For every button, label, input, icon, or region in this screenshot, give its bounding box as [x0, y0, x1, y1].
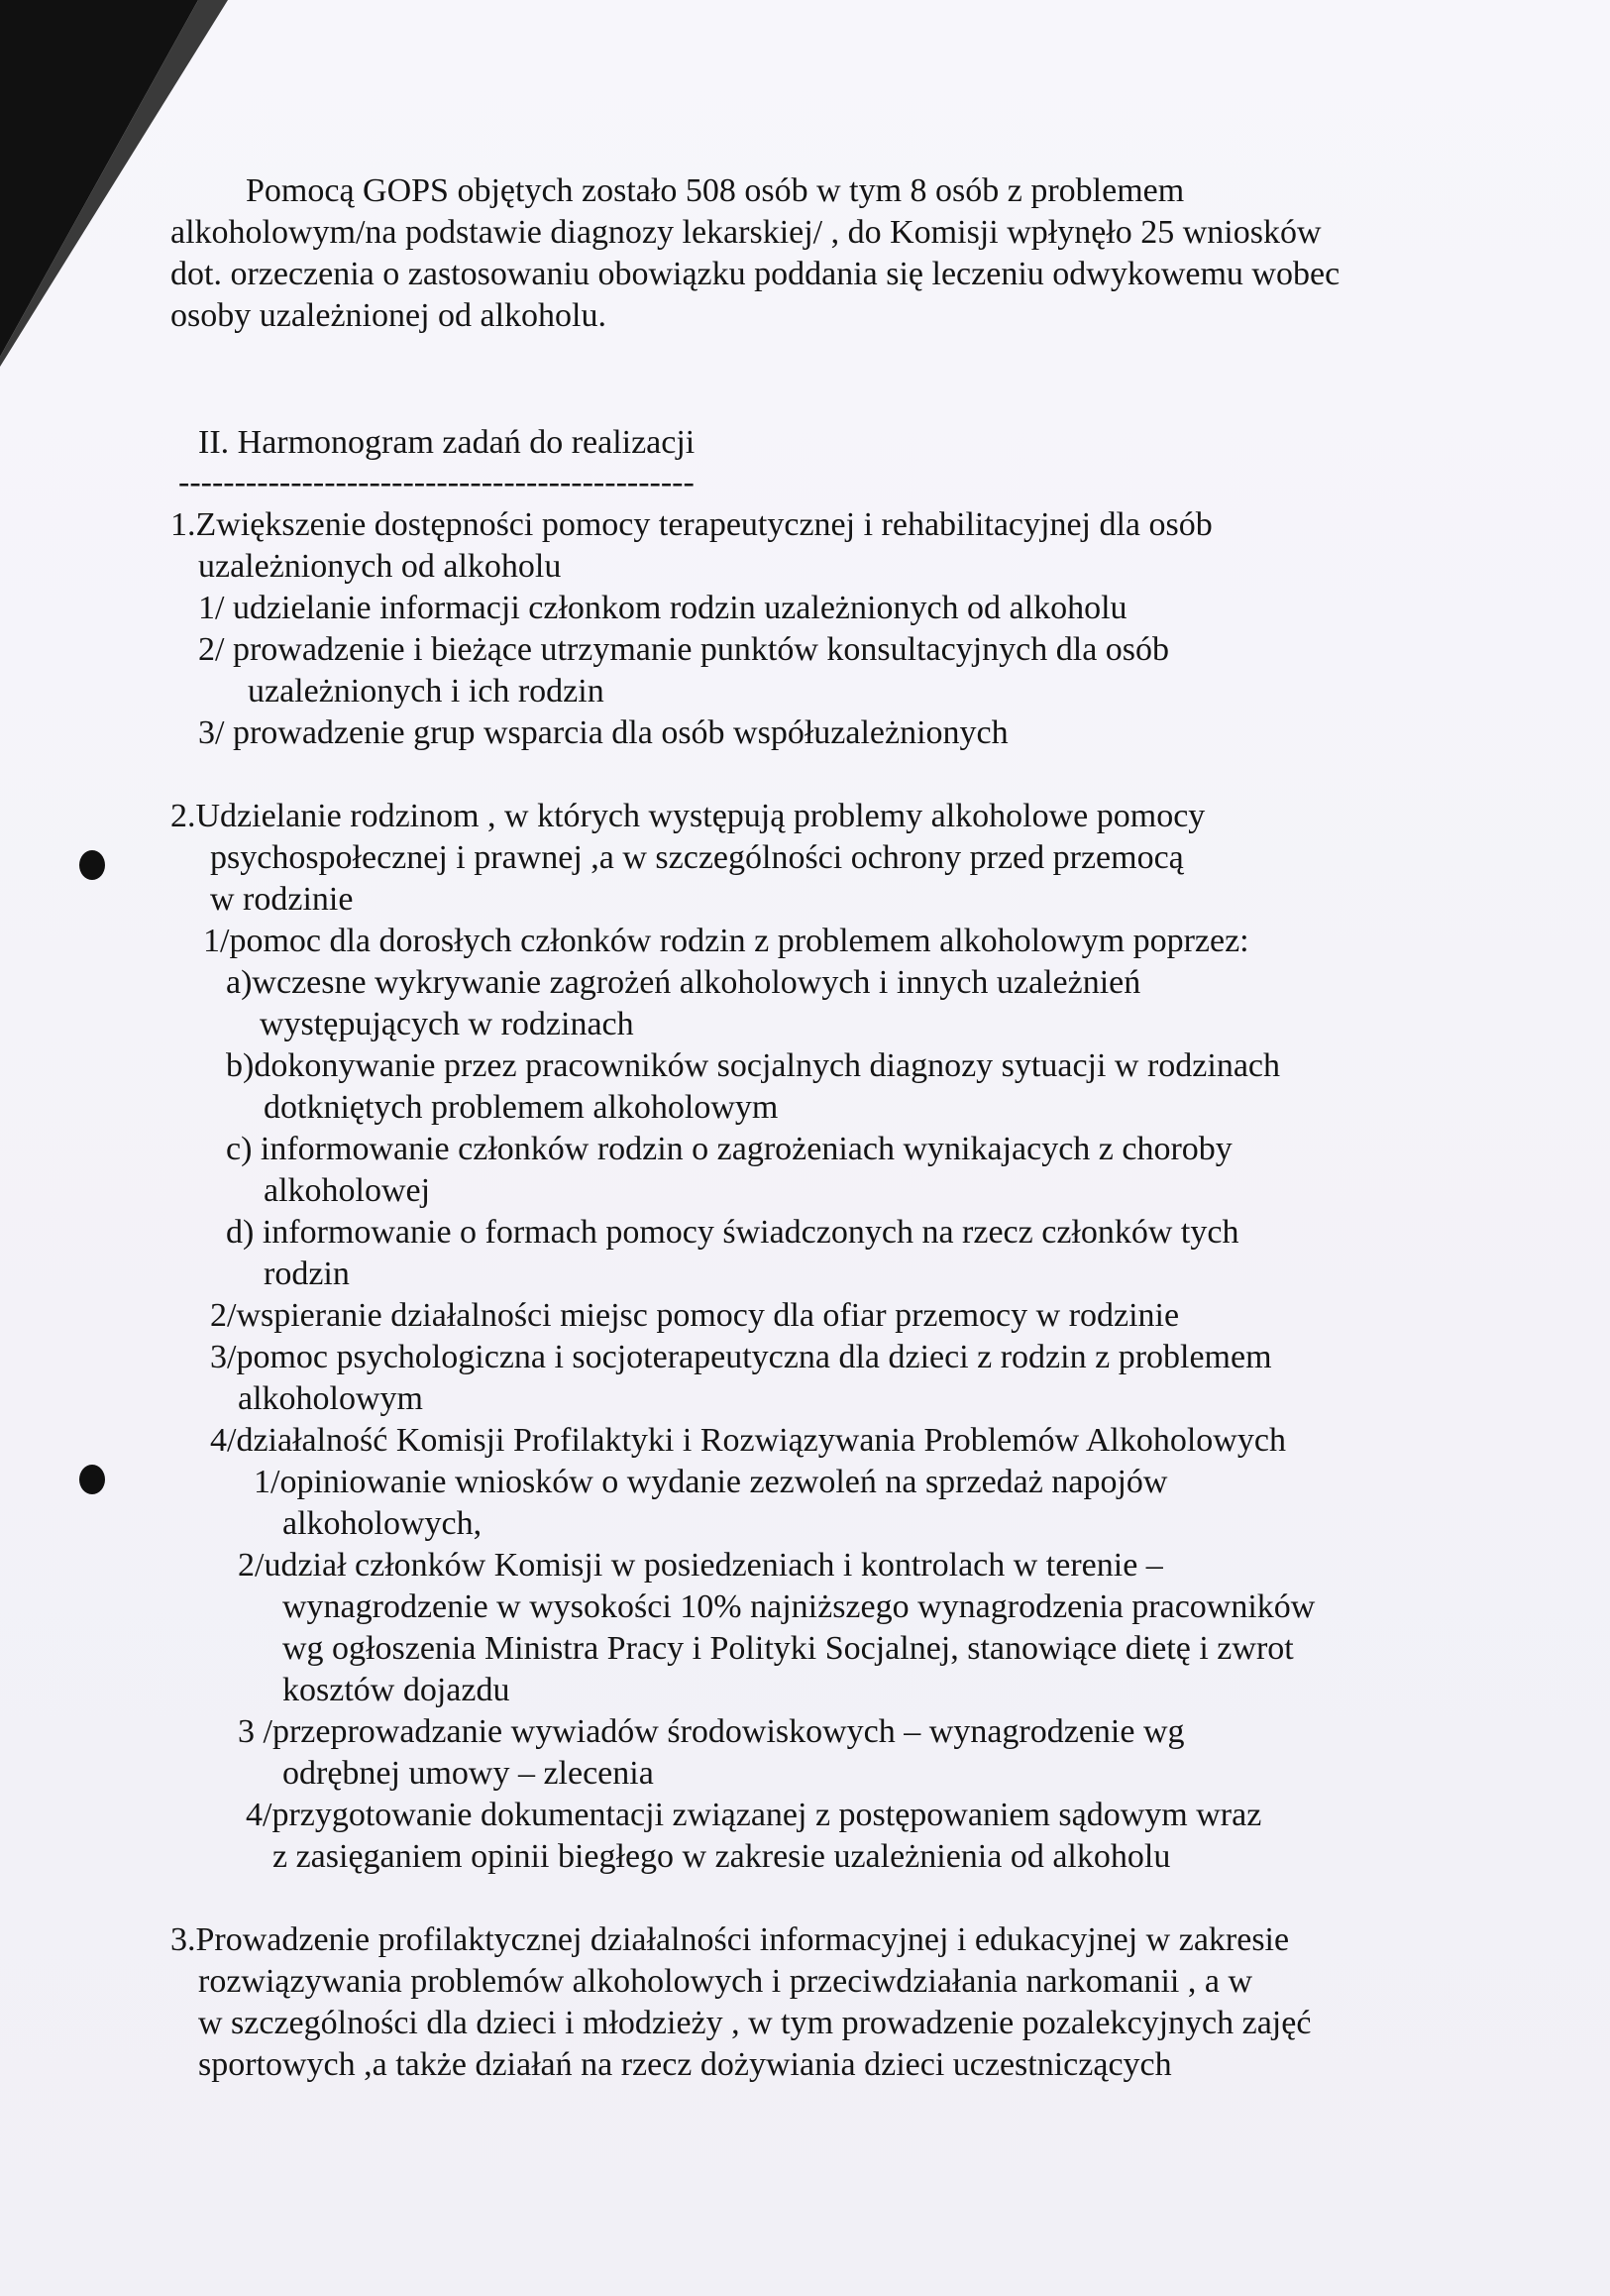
text-line: odrębnej umowy – zlecenia: [282, 1755, 654, 1792]
text-line: d) informowanie o formach pomocy świadczonych na rzecz członków tych: [226, 1214, 1239, 1251]
text-line: 4/działalność Komisji Profilaktyki i Rozwiązywania Problemów Alkoholowych: [210, 1422, 1286, 1459]
text-line: b)dokonywanie przez pracowników socjalnych diagnozy sytuacji w rodzinach: [226, 1047, 1281, 1084]
text-line: 3/pomoc psychologiczna i socjoterapeutyczna dla dzieci z rodzin z problemem: [210, 1339, 1272, 1375]
text-line: z zasięganiem opinii biegłego w zakresie uzależnienia od alkoholu: [272, 1838, 1171, 1875]
text-line: 2/wspieranie działalności miejsc pomocy dla ofiar przemocy w rodzinie: [210, 1297, 1180, 1334]
text-line: uzależnionych od alkoholu: [198, 548, 562, 585]
text-line: c) informowanie członków rodzin o zagrożeniach wynikajacych z choroby: [226, 1131, 1233, 1167]
text-line: a)wczesne wykrywanie zagrożeń alkoholowych i innych uzależnień: [226, 964, 1141, 1001]
text-line: 2/ prowadzenie i bieżące utrzymanie punktów konsultacyjnych dla osób: [198, 631, 1170, 668]
text-line: występujących w rodzinach: [260, 1006, 634, 1042]
text-line: 1.Zwiększenie dostępności pomocy terapeutycznej i rehabilitacyjnej dla osób: [170, 506, 1213, 543]
text-line: Pomocą GOPS objętych zostało 508 osób w tym 8 osób z problemem: [246, 172, 1185, 209]
text-line: rodzin: [264, 1256, 350, 1292]
text-line: wynagrodzenie w wysokości 10% najniższego wynagrodzenia pracowników: [282, 1588, 1316, 1625]
text-line: w szczególności dla dzieci i młodzieży , w tym prowadzenie pozalekcyjnych zajęć: [198, 2005, 1312, 2041]
text-line: w rodzinie: [210, 881, 354, 918]
text-line: 1/opiniowanie wniosków o wydanie zezwoleń na sprzedaż napojów: [254, 1464, 1168, 1500]
punch-hole: [79, 850, 105, 880]
text-line: alkoholowych,: [282, 1505, 483, 1542]
text-line: 2.Udzielanie rodzinom , w których występują problemy alkoholowe pomocy: [170, 798, 1206, 834]
folded-corner: [0, 0, 238, 396]
text-line: wg ogłoszenia Ministra Pracy i Polityki Socjalnej, stanowiące dietę i zwrot: [282, 1630, 1294, 1667]
text-line: alkoholowym/na podstawie diagnozy lekarskiej/ , do Komisji wpłynęło 25 wniosków: [170, 214, 1322, 251]
text-line: kosztów dojazdu: [282, 1672, 510, 1708]
text-line: 4/przygotowanie dokumentacji związanej z postępowaniem sądowym wraz: [246, 1797, 1262, 1833]
text-line: dot. orzeczenia o zastosowaniu obowiązku poddania się leczeniu odwykowemu wobec: [170, 256, 1341, 292]
text-line: 1/ udzielanie informacji członkom rodzin uzależnionych od alkoholu: [198, 590, 1127, 626]
text-line: 2/udział członków Komisji w posiedzeniach i kontrolach w terenie –: [238, 1547, 1163, 1584]
text-line: 3.Prowadzenie profilaktycznej działalności informacyjnej i edukacyjnej w zakresie: [170, 1921, 1290, 1958]
text-line: 3/ prowadzenie grup wsparcia dla osób współuzależnionych: [198, 714, 1009, 751]
text-line: alkoholowym: [238, 1380, 423, 1417]
text-line: sportowych ,a także działań na rzecz dożywiania dzieci uczestniczących: [198, 2046, 1172, 2083]
text-line: uzależnionych i ich rodzin: [248, 673, 604, 710]
text-line: dotkniętych problemem alkoholowym: [264, 1089, 779, 1126]
text-line: II. Harmonogram zadań do realizacji: [198, 424, 696, 461]
text-line: osoby uzależnionej od alkoholu.: [170, 297, 607, 334]
text-line: alkoholowej: [264, 1172, 431, 1209]
text-line: 3 /przeprowadzanie wywiadów środowiskowych – wynagrodzenie wg: [238, 1713, 1185, 1750]
punch-hole: [79, 1465, 105, 1494]
text-line: 1/pomoc dla dorosłych członków rodzin z problemem alkoholowym poprzez:: [203, 923, 1249, 959]
text-line: ----------------------------------------------: [178, 464, 695, 500]
text-line: rozwiązywania problemów alkoholowych i przeciwdziałania narkomanii , a w: [198, 1963, 1252, 2000]
text-line: psychospołecznej i prawnej ,a w szczególności ochrony przed przemocą: [210, 839, 1184, 876]
